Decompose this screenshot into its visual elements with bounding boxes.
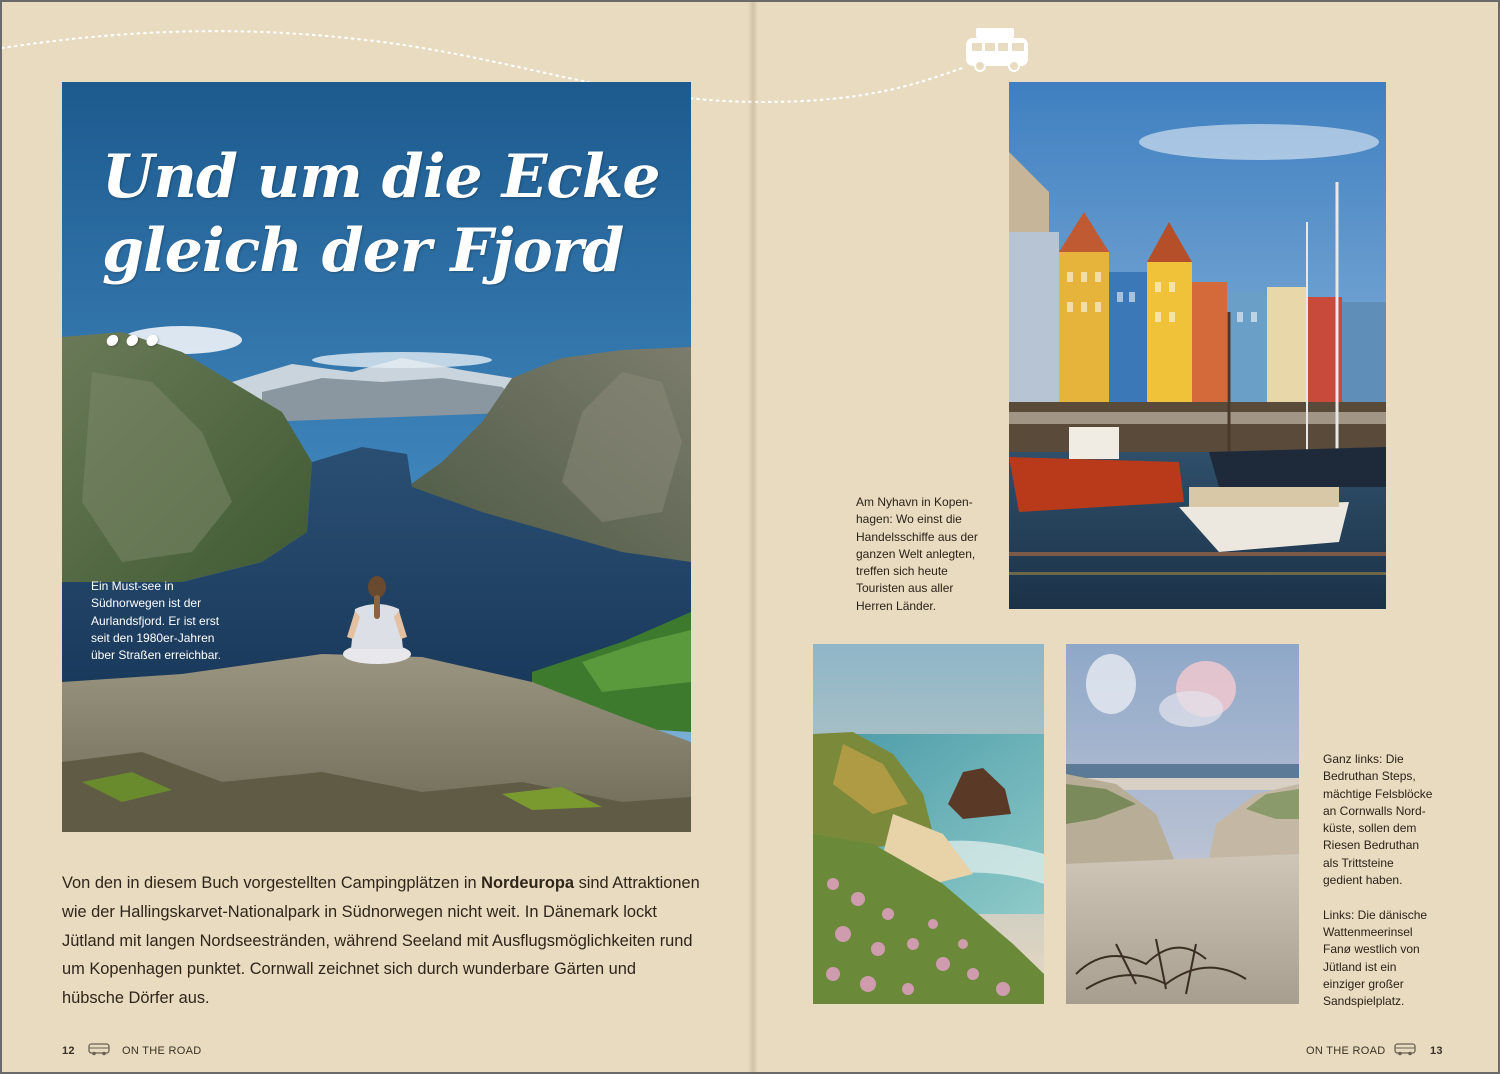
caption-line: Aurlandsfjord. Er ist erst bbox=[91, 613, 220, 628]
right-section-title: ON THE ROAD bbox=[1306, 1045, 1386, 1057]
caption-line: Touristen aus aller bbox=[856, 581, 954, 596]
body-text-part: Von den in diesem Buch vorgestellten Campingplätzen in bbox=[62, 874, 482, 892]
caption-line: an Cornwalls Nord- bbox=[1323, 803, 1426, 818]
page-gutter bbox=[748, 2, 758, 1074]
fjord-photo bbox=[62, 82, 691, 832]
caption-line: Fanø westlich von bbox=[1323, 942, 1420, 957]
body-text-part: sind Attraktionen wie der Hallingskarvet-Nationalpark in Südnorwegen nicht weit. In Dänemark lockt Jütland mit langen Nordseestränden, während Seeland mit Ausflugsmöglichkeiten rund um Kopenhagen punktet. Cornwall zeichnet sich durch wunderbare Gärten und hübsche Dörfer aus. bbox=[62, 874, 700, 1008]
caption-line: Links: Die dänische bbox=[1323, 907, 1428, 922]
coast-caption bbox=[1323, 751, 1493, 1010]
caption-line: Ganz links: Die bbox=[1323, 752, 1404, 766]
caption-line: seit den 1980er-Jahren bbox=[91, 630, 215, 645]
caption-line: als Trittsteine bbox=[1323, 855, 1394, 870]
campervan-icon bbox=[966, 28, 1028, 71]
left-page-number: 12 bbox=[62, 1045, 75, 1057]
body-text-bold: Nordeuropa bbox=[481, 874, 575, 892]
caption-line: ganzen Welt anlegten, bbox=[856, 546, 976, 561]
right-page-number: 13 bbox=[1430, 1045, 1443, 1057]
caption-line: Sandspielplatz. bbox=[1323, 994, 1405, 1009]
caption-line: gedient haben. bbox=[1323, 873, 1403, 888]
caption-line: Bedruthan Steps, bbox=[1323, 769, 1416, 784]
campervan-small-icon bbox=[88, 1042, 110, 1056]
caption-line: einziger großer bbox=[1323, 976, 1404, 991]
caption-line: Riesen Bedruthan bbox=[1323, 838, 1420, 853]
caption-spacer bbox=[1323, 889, 1493, 906]
headline-line-1: Und um die Ecke bbox=[102, 142, 660, 212]
caption-line: über Straßen erreichbar. bbox=[91, 648, 222, 663]
headline bbox=[102, 140, 662, 362]
caption-line: Ein Must-see in bbox=[91, 579, 174, 593]
fanoe-dunes-photo bbox=[1066, 644, 1299, 1004]
caption-line: Wattenmeerinsel bbox=[1323, 924, 1413, 939]
headline-line-2: gleich der Fjord ... bbox=[102, 216, 624, 360]
caption-line: küste, sollen dem bbox=[1323, 821, 1417, 836]
campervan-small-icon bbox=[1394, 1042, 1416, 1056]
caption-line: Handelsschiffe aus der bbox=[856, 529, 978, 544]
nyhavn-caption bbox=[856, 494, 996, 615]
left-section-title: ON THE ROAD bbox=[122, 1045, 202, 1057]
caption-line: Jütland ist ein bbox=[1323, 959, 1397, 974]
body-paragraph bbox=[62, 869, 702, 1013]
caption-line: Herren Länder. bbox=[856, 598, 937, 613]
caption-line: Südnorwegen ist der bbox=[91, 596, 202, 611]
bedruthan-steps-photo bbox=[813, 644, 1044, 1004]
fjord-caption bbox=[91, 578, 241, 664]
caption-line: hagen: Wo einst die bbox=[856, 512, 962, 527]
caption-line: Am Nyhavn in Kopen- bbox=[856, 495, 973, 509]
caption-line: treffen sich heute bbox=[856, 564, 948, 579]
nyhavn-photo bbox=[1009, 82, 1386, 609]
caption-line: mächtige Felsblöcke bbox=[1323, 786, 1433, 801]
